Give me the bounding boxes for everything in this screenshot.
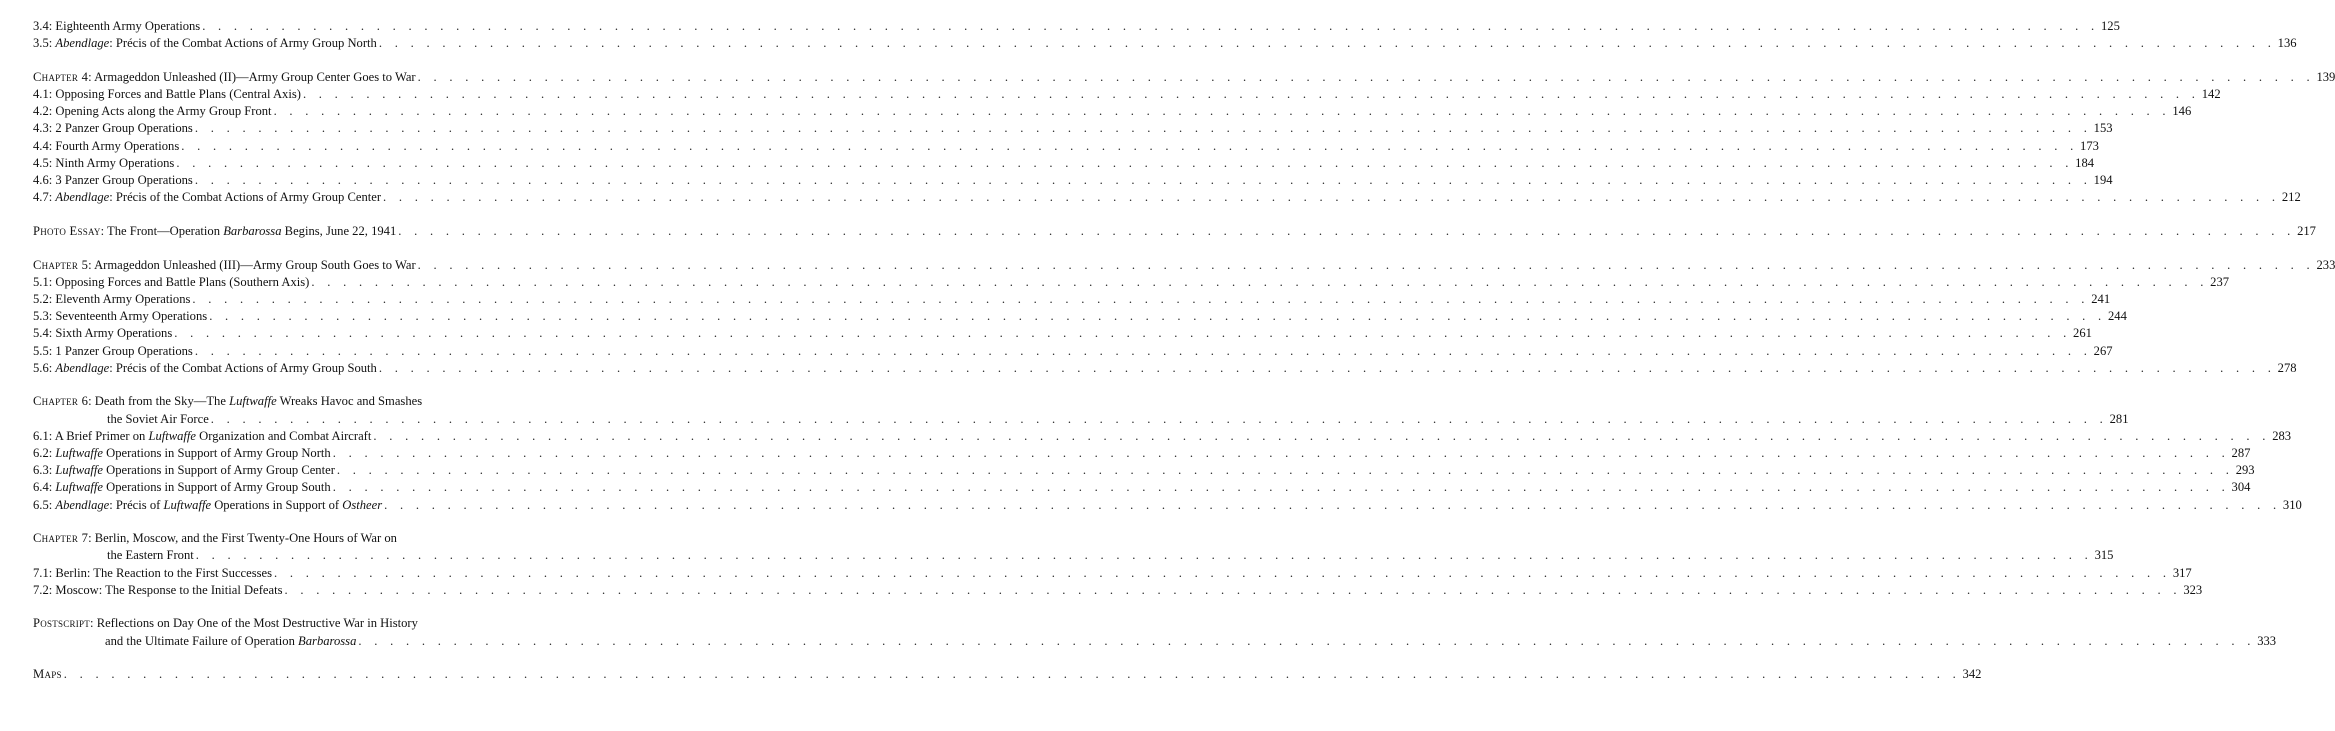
toc-entry-title bbox=[33, 497, 382, 514]
section-label: Chapter 7 bbox=[33, 531, 89, 546]
page-number: 194 bbox=[2093, 173, 2113, 187]
dot-leader: . . . . . . . . . . . . . . . . . . . . . . . . . . . . . . . . . . . . . . . . . . . . . . . . . . . . . . . . . . . . . . . . . . . . . . . . . . . . . . . . . . . . . . . . . . . . . . . . . . . . . . . . . . . . . . . . . . . . . . . . bbox=[274, 565, 2171, 580]
toc-entry-title bbox=[33, 615, 418, 632]
toc-entry-title bbox=[33, 223, 396, 240]
toc-entry bbox=[33, 615, 516, 632]
title-text: and the Ultimate Failure of Operation bbox=[105, 633, 299, 648]
title-text: 3.5: bbox=[33, 36, 56, 51]
toc-entry-title bbox=[33, 445, 331, 462]
page-number: 310 bbox=[2282, 497, 2302, 512]
toc-entry-title bbox=[33, 530, 397, 547]
page-number: 153 bbox=[2093, 121, 2113, 136]
title-text: 3.4: Eighteenth Army Operations bbox=[33, 19, 201, 33]
section-gap bbox=[33, 377, 516, 394]
title-text: 6.5: bbox=[33, 497, 56, 512]
page-number: 293 bbox=[2235, 463, 2255, 478]
title-text: 4.2: Opening Acts along the Army Group Front bbox=[33, 104, 272, 119]
title-text: 7.1: Berlin: The Reaction to the First Successes bbox=[33, 565, 273, 580]
toc-entry bbox=[33, 582, 2203, 599]
toc-entry-continuation bbox=[33, 633, 2277, 650]
dot-leader: . . . . . . . . . . . . . . . . . . . . . . . . . . . . . . . . . . . . . . . . . . . . . . . . . . . . . . . . . . . . . . . . . . . . . . . . . . . . . . . . . . . . . . . . . . . . . . . . . . . . . . . . . . . . . . . . . . . . . . . . bbox=[378, 360, 2276, 375]
title-text: 4.5: Ninth Army Operations bbox=[33, 155, 175, 170]
italic-term: Abendlage bbox=[55, 36, 110, 51]
italic-term: Barbarossa bbox=[223, 223, 282, 238]
page-number: 317 bbox=[2172, 565, 2192, 580]
title-text: 7.2: Moscow: The Response to the Initial Defeats bbox=[33, 582, 283, 597]
title-text: Wreaks Havoc and Smashes bbox=[276, 394, 423, 409]
toc-entry bbox=[33, 172, 2113, 189]
title-text: Operations in Support of bbox=[211, 497, 343, 512]
toc-entry bbox=[33, 393, 516, 410]
toc-entry bbox=[33, 86, 2221, 103]
title-text: : Armageddon Unleashed (III)—Army Group South Goes to War bbox=[88, 257, 416, 272]
toc-entry-title bbox=[33, 18, 200, 35]
page-number: 244 bbox=[2108, 309, 2127, 324]
title-text: 5.5: 1 Panzer Group Operations bbox=[33, 343, 193, 358]
dot-leader: . . . . . . . . . . . . . . . . . . . . . . . . . . . . . . . . . . . . . . . . . . . . . . . . . . . . . . . . . . . . . . . . . . . . . . . . . . . . . . . . . . . . . . . . . . . . . . . . . . . . . . . . . . . . . . . . . . . . . . . . bbox=[332, 480, 2230, 495]
page-number: 142 bbox=[2201, 87, 2221, 102]
toc-entry bbox=[33, 223, 2316, 240]
dot-leader: . . . . . . . . . . . . . . . . . . . . . . . . . . . . . . . . . . . . . . . . . . . . . . . . . . . . . . . . . . . . . . . . . . . . . . . . . . . . . . . . . . . . . . . . . . . . . . . . . . . . . . . . . . . . . . . . . . . . . . . . bbox=[284, 582, 2182, 597]
dot-leader: . . . . . . . . . . . . . . . . . . . . . . . . . . . . . . . . . . . . . . . . . . . . . . . . . . . . . . . . . . . . . . . . . . . . . . . . . . . . . . . . . . . . . . . . . . . . . . . . . . . . . . . . . . . . . . . . . . . . . . . . bbox=[195, 548, 2093, 563]
toc-entry-title bbox=[33, 582, 283, 599]
italic-term: Luftwaffe bbox=[229, 394, 277, 409]
toc-entry-title bbox=[105, 633, 356, 650]
toc-entry-title bbox=[33, 120, 193, 137]
dot-leader: . . . . . . . . . . . . . . . . . . . . . . . . . . . . . . . . . . . . . . . . . . . . . . . . . . . . . . . . . . . . . . . . . . . . . . . . . . . . . . . . . . . . . . . . . . . . . . . . . . . . . . . . . . . . . . . . . . . . . . . . bbox=[378, 36, 2276, 51]
toc-entry-title bbox=[33, 69, 416, 86]
section-gap bbox=[33, 206, 516, 223]
page-number: 323 bbox=[2183, 582, 2203, 597]
page-number: 261 bbox=[2073, 326, 2092, 341]
toc-entry bbox=[33, 530, 516, 547]
dot-leader: . . . . . . . . . . . . . . . . . . . . . . . . . . . . . . . . . . . . . . . . . . . . . . . . . . . . . . . . . . . . . . . . . . . . . . . . . . . . . . . . . . . . . . . . . . . . . . . . . . . . . . . . . . . . . . . . . . . . . . . . bbox=[417, 257, 2315, 272]
title-text: 4.3: 2 Panzer Group Operations bbox=[33, 121, 193, 136]
toc-entry-continuation bbox=[33, 411, 2129, 428]
title-text: : Précis of the Combat Actions of Army Group South bbox=[109, 360, 377, 375]
dot-leader: . . . . . . . . . . . . . . . . . . . . . . . . . . . . . . . . . . . . . . . . . . . . . . . . . . . . . . . . . . . . . . . . . . . . . . . . . . . . . . . . . . . . . . . . . . . . . . . . . . . . . . . . . . . . . . . . . . . . . . . . bbox=[176, 155, 2074, 170]
toc-entry bbox=[33, 445, 2251, 462]
page-number: 287 bbox=[2231, 445, 2251, 460]
title-text: Operations in Support of Army Group Center bbox=[102, 463, 335, 478]
toc-entry-title bbox=[33, 343, 193, 360]
toc-entry-title bbox=[107, 411, 209, 428]
title-text: 5.6: bbox=[33, 360, 56, 375]
italic-term: Abendlage bbox=[55, 497, 110, 512]
page-number: 233 bbox=[2316, 257, 2335, 272]
toc-entry-title bbox=[33, 308, 207, 325]
toc-entry-title bbox=[33, 86, 301, 103]
italic-term: Abendlage bbox=[55, 360, 110, 375]
toc-entry bbox=[33, 360, 2297, 377]
italic-term: Luftwaffe bbox=[55, 463, 103, 478]
title-text: Operations in Support of Army Group South bbox=[102, 480, 331, 495]
section-gap bbox=[33, 240, 516, 257]
dot-leader: . . . . . . . . . . . . . . . . . . . . . . . . . . . . . . . . . . . . . . . . . . . . . . . . . . . . . . . . . . . . . . . . . . . . . . . . . . . . . . . . . . . . . . . . . . . . . . . . . . . . . . . . . . . . . . . . . . . . . . . . bbox=[181, 138, 2079, 153]
toc-entry bbox=[33, 291, 2111, 308]
italic-term: Luftwaffe bbox=[55, 445, 103, 460]
title-text: : Précis of bbox=[109, 497, 164, 512]
toc-entry-continuation bbox=[33, 547, 2114, 564]
toc-entry bbox=[33, 18, 2120, 35]
page-number: 342 bbox=[1962, 667, 1982, 682]
title-text: 6.2: bbox=[33, 445, 56, 460]
dot-leader: . . . . . . . . . . . . . . . . . . . . . . . . . . . . . . . . . . . . . . . . . . . . . . . . . . . . . . . . . . . . . . . . . . . . . . . . . . . . . . . . . . . . . . . . . . . . . . . . . . . . . . . . . . . . . . . . . . . . . . . . bbox=[383, 190, 2280, 205]
toc-entry-title bbox=[33, 666, 62, 683]
dot-leader: . . . . . . . . . . . . . . . . . . . . . . . . . . . . . . . . . . . . . . . . . . . . . . . . . . . . . . . . . . . . . . . . . . . . . . . . . . . . . . . . . . . . . . . . . . . . . . . . . . . . . . . . . . . . . . . . . . . . . . . . bbox=[311, 274, 2209, 289]
toc-entry bbox=[33, 565, 2192, 582]
toc-entry bbox=[33, 189, 2301, 206]
page-number: 278 bbox=[2277, 360, 2297, 375]
toc-entry-title bbox=[33, 428, 371, 445]
dot-leader: . . . . . . . . . . . . . . . . . . . . . . . . . . . . . . . . . . . . . . . . . . . . . . . . . . . . . . . . . . . . . . . . . . . . . . . . . . . . . . . . . . . . . . . . . . . . . . . . . . . . . . . . . . . . . . . . . . . . . . . . bbox=[194, 173, 2092, 187]
table-of-contents bbox=[33, 18, 2335, 684]
toc-entry-title bbox=[33, 274, 309, 291]
section-label: Chapter 4 bbox=[33, 69, 89, 84]
title-text: Operations in Support of Army Group North bbox=[102, 445, 331, 460]
toc-entry-title bbox=[107, 547, 194, 564]
dot-leader: . . . . . . . . . . . . . . . . . . . . . . . . . . . . . . . . . . . . . . . . . . . . . . . . . . . . . . . . . . . . . . . . . . . . . . . . . . . . . . . . . . . . . . . . . . . . . . . . . . . . . . . . . . . . . . . . . . . . . . . . bbox=[194, 343, 2092, 358]
toc-entry-title bbox=[33, 155, 174, 172]
title-text: 4.7: bbox=[33, 190, 56, 205]
page-number: 283 bbox=[2272, 428, 2292, 443]
toc-entry bbox=[33, 138, 2099, 155]
section-gap bbox=[33, 52, 516, 69]
title-text: 6.4: bbox=[33, 480, 56, 495]
dot-leader: . . . . . . . . . . . . . . . . . . . . . . . . . . . . . . . . . . . . . . . . . . . . . . . . . . . . . . . . . . . . . . . . . . . . . . . . . . . . . . . . . . . . . . . . . . . . . . . . . . . . . . . . . . . . . . . . . . . . . . . . bbox=[209, 309, 2106, 324]
dot-leader: . . . . . . . . . . . . . . . . . . . . . . . . . . . . . . . . . . . . . . . . . . . . . . . . . . . . . . . . . . . . . . . . . . . . . . . . . . . . . . . . . . . . . . . . . . . . . . . . . . . . . . . . . . . . . . . . . . . . . . . . bbox=[358, 633, 2256, 648]
title-text: 5.2: Eleventh Army Operations bbox=[33, 291, 191, 306]
toc-entry bbox=[33, 308, 2127, 325]
dot-leader: . . . . . . . . . . . . . . . . . . . . . . . . . . . . . . . . . . . . . . . . . . . . . . . . . . . . . . . . . . . . . . . . . . . . . . . . . . . . . . . . . . . . . . . . . . . . . . . . . . . . . . . . . . . . . . . . . . . . . . . . bbox=[202, 19, 2099, 33]
dot-leader: . . . . . . . . . . . . . . . . . . . . . . . . . . . . . . . . . . . . . . . . . . . . . . . . . . . . . . . . . . . . . . . . . . . . . . . . . . . . . . . . . . . . . . . . . . . . . . . . . . . . . . . . . . . . . . . . . . . . . . . . bbox=[398, 223, 2296, 238]
toc-entry bbox=[33, 325, 2092, 342]
page-number: 136 bbox=[2277, 36, 2297, 51]
page-number: 333 bbox=[2257, 633, 2277, 648]
page-number: 139 bbox=[2316, 69, 2335, 84]
page-number: 281 bbox=[2109, 411, 2129, 426]
section-gap bbox=[33, 599, 516, 616]
dot-leader: . . . . . . . . . . . . . . . . . . . . . . . . . . . . . . . . . . . . . . . . . . . . . . . . . . . . . . . . . . . . . . . . . . . . . . . . . . . . . . . . . . . . . . . . . . . . . . . . . . . . . . . . . . . . . . . . . . . . . . . . bbox=[63, 667, 1961, 682]
italic-term: Luftwaffe bbox=[163, 497, 212, 512]
toc-entry bbox=[33, 103, 2192, 120]
dot-leader: . . . . . . . . . . . . . . . . . . . . . . . . . . . . . . . . . . . . . . . . . . . . . . . . . . . . . . . . . . . . . . . . . . . . . . . . . . . . . . . . . . . . . . . . . . . . . . . . . . . . . . . . . . . . . . . . . . . . . . . . bbox=[332, 445, 2230, 460]
toc-entry-title bbox=[33, 565, 272, 582]
toc-entry-title bbox=[33, 325, 172, 342]
title-text: : Précis of the Combat Actions of Army Group Center bbox=[109, 190, 382, 205]
page-number: 267 bbox=[2093, 343, 2113, 358]
page-number: 217 bbox=[2297, 223, 2316, 238]
page-number: 315 bbox=[2094, 548, 2114, 563]
dot-leader: . . . . . . . . . . . . . . . . . . . . . . . . . . . . . . . . . . . . . . . . . . . . . . . . . . . . . . . . . . . . . . . . . . . . . . . . . . . . . . . . . . . . . . . . . . . . . . . . . . . . . . . . . . . . . . . . . . . . . . . . bbox=[384, 497, 2281, 512]
page-number: 125 bbox=[2101, 19, 2120, 33]
title-text: the Eastern Front bbox=[107, 548, 194, 563]
dot-leader: . . . . . . . . . . . . . . . . . . . . . . . . . . . . . . . . . . . . . . . . . . . . . . . . . . . . . . . . . . . . . . . . . . . . . . . . . . . . . . . . . . . . . . . . . . . . . . . . . . . . . . . . . . . . . . . . . . . . . . . . bbox=[174, 326, 2072, 341]
title-text: 4.6: 3 Panzer Group Operations bbox=[33, 173, 193, 187]
toc-entry-title bbox=[33, 291, 190, 308]
toc-entry-title bbox=[33, 189, 381, 206]
italic-term: Barbarossa bbox=[298, 633, 357, 648]
title-text: : Berlin, Moscow, and the First Twenty-One Hours of War on bbox=[88, 531, 397, 546]
dot-leader: . . . . . . . . . . . . . . . . . . . . . . . . . . . . . . . . . . . . . . . . . . . . . . . . . . . . . . . . . . . . . . . . . . . . . . . . . . . . . . . . . . . . . . . . . . . . . . . . . . . . . . . . . . . . . . . . . . . . . . . . bbox=[417, 69, 2315, 84]
title-text: 5.1: Opposing Forces and Battle Plans (Southern Axis) bbox=[33, 274, 310, 289]
title-text: Begins, June 22, 1941 bbox=[281, 223, 397, 238]
page-number: 184 bbox=[2075, 155, 2095, 170]
dot-leader: . . . . . . . . . . . . . . . . . . . . . . . . . . . . . . . . . . . . . . . . . . . . . . . . . . . . . . . . . . . . . . . . . . . . . . . . . . . . . . . . . . . . . . . . . . . . . . . . . . . . . . . . . . . . . . . . . . . . . . . . bbox=[336, 463, 2234, 478]
dot-leader: . . . . . . . . . . . . . . . . . . . . . . . . . . . . . . . . . . . . . . . . . . . . . . . . . . . . . . . . . . . . . . . . . . . . . . . . . . . . . . . . . . . . . . . . . . . . . . . . . . . . . . . . . . . . . . . . . . . . . . . . bbox=[210, 411, 2108, 426]
section-gap bbox=[33, 514, 516, 531]
dot-leader: . . . . . . . . . . . . . . . . . . . . . . . . . . . . . . . . . . . . . . . . . . . . . . . . . . . . . . . . . . . . . . . . . . . . . . . . . . . . . . . . . . . . . . . . . . . . . . . . . . . . . . . . . . . . . . . . . . . . . . . . bbox=[273, 104, 2171, 119]
page-number: 146 bbox=[2172, 104, 2192, 119]
dot-leader: . . . . . . . . . . . . . . . . . . . . . . . . . . . . . . . . . . . . . . . . . . . . . . . . . . . . . . . . . . . . . . . . . . . . . . . . . . . . . . . . . . . . . . . . . . . . . . . . . . . . . . . . . . . . . . . . . . . . . . . . bbox=[192, 291, 2090, 306]
toc-entry bbox=[33, 69, 2335, 86]
toc-entry-title bbox=[33, 360, 377, 377]
toc-entry-title bbox=[33, 35, 377, 52]
toc-entry-title bbox=[33, 462, 335, 479]
page-number: 237 bbox=[2210, 274, 2230, 289]
toc-entry bbox=[33, 666, 1982, 683]
section-label: Postscript bbox=[33, 616, 91, 631]
toc-entry bbox=[33, 35, 2297, 52]
toc-entry bbox=[33, 257, 2335, 274]
toc-entry bbox=[33, 343, 2113, 360]
section-label: Chapter 6 bbox=[33, 394, 89, 409]
title-text: : The Front—Operation bbox=[100, 223, 224, 238]
title-text: 4.4: Fourth Army Operations bbox=[33, 138, 180, 153]
italic-term: Ostheer bbox=[342, 497, 383, 512]
toc-entry bbox=[33, 155, 2095, 172]
title-text: 6.1: A Brief Primer on bbox=[33, 428, 149, 443]
page-number: 173 bbox=[2080, 138, 2099, 153]
title-text: 5.3: Seventeenth Army Operations bbox=[33, 309, 208, 324]
toc-entry-title bbox=[33, 172, 193, 189]
toc-entry bbox=[33, 462, 2255, 479]
section-label: Chapter 5 bbox=[33, 257, 89, 272]
toc-entry bbox=[33, 428, 2292, 445]
toc-entry-title bbox=[33, 103, 272, 120]
page-number: 212 bbox=[2281, 190, 2301, 205]
title-text: 5.4: Sixth Army Operations bbox=[33, 326, 173, 341]
title-text: : Death from the Sky—The bbox=[88, 394, 230, 409]
section-label: Maps bbox=[33, 667, 62, 682]
italic-term: Luftwaffe bbox=[55, 480, 103, 495]
toc-entry bbox=[33, 479, 2251, 496]
page-number: 304 bbox=[2231, 480, 2251, 495]
title-text: 6.3: bbox=[33, 463, 56, 478]
toc-entry-title bbox=[33, 393, 422, 410]
toc-entry-title bbox=[33, 138, 179, 155]
title-text: 4.1: Opposing Forces and Battle Plans (Central Axis) bbox=[33, 87, 301, 102]
title-text: : Précis of the Combat Actions of Army Group North bbox=[109, 36, 377, 51]
title-text: the Soviet Air Force bbox=[107, 411, 209, 426]
section-label: Photo Essay bbox=[33, 223, 101, 238]
dot-leader: . . . . . . . . . . . . . . . . . . . . . . . . . . . . . . . . . . . . . . . . . . . . . . . . . . . . . . . . . . . . . . . . . . . . . . . . . . . . . . . . . . . . . . . . . . . . . . . . . . . . . . . . . . . . . . . . . . . . . . . . bbox=[302, 87, 2200, 102]
toc-entry-title bbox=[33, 479, 331, 496]
toc-entry bbox=[33, 497, 2302, 514]
title-text: : Reflections on Day One of the Most Destructive War in History bbox=[90, 616, 418, 631]
toc-entry bbox=[33, 120, 2113, 137]
toc-entry-title bbox=[33, 257, 416, 274]
dot-leader: . . . . . . . . . . . . . . . . . . . . . . . . . . . . . . . . . . . . . . . . . . . . . . . . . . . . . . . . . . . . . . . . . . . . . . . . . . . . . . . . . . . . . . . . . . . . . . . . . . . . . . . . . . . . . . . . . . . . . . . . bbox=[194, 121, 2092, 136]
italic-term: Luftwaffe bbox=[148, 428, 197, 443]
page-number: 241 bbox=[2091, 291, 2111, 306]
section-gap bbox=[33, 650, 516, 667]
italic-term: Abendlage bbox=[55, 190, 110, 205]
dot-leader: . . . . . . . . . . . . . . . . . . . . . . . . . . . . . . . . . . . . . . . . . . . . . . . . . . . . . . . . . . . . . . . . . . . . . . . . . . . . . . . . . . . . . . . . . . . . . . . . . . . . . . . . . . . . . . . . . . . . . . . . bbox=[373, 428, 2271, 443]
title-text: : Armageddon Unleashed (II)—Army Group Center Goes to War bbox=[88, 69, 416, 84]
toc-entry bbox=[33, 274, 2230, 291]
title-text: Organization and Combat Aircraft bbox=[196, 428, 372, 443]
